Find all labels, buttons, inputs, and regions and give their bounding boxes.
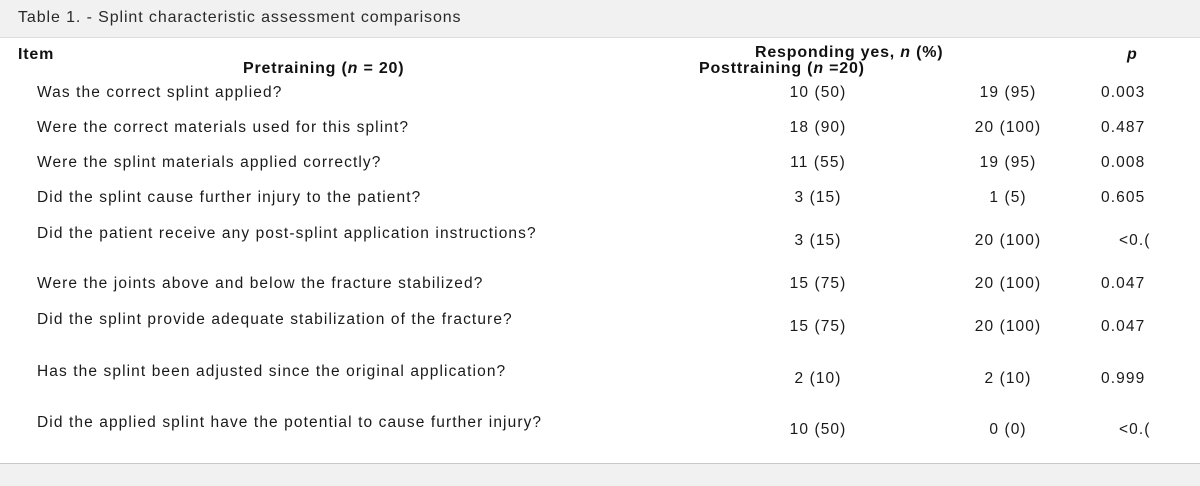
header-posttraining: Posttraining (n =20)	[699, 60, 865, 77]
header-responding-yes: Responding yes, n (%)	[755, 44, 944, 61]
p-value-cell: 0.047	[1101, 319, 1146, 335]
table-row	[0, 143, 1200, 183]
header-pretraining: Pretraining (n = 20)	[243, 60, 405, 77]
table-row	[0, 221, 1200, 261]
table-row	[0, 359, 1200, 399]
bottom-scrollbar-area	[0, 463, 1200, 486]
p-value-cell: 0.605	[1101, 190, 1146, 206]
table-row	[0, 264, 1200, 304]
p-value-cell: 0.999	[1101, 371, 1146, 387]
table-row	[0, 73, 1200, 113]
table-caption: Table 1. - Splint characteristic assessment comparisons	[18, 9, 462, 26]
question-cell: Did the patient receive any post-splint application instructions?	[37, 225, 537, 242]
p-value-cell: 0.008	[1101, 155, 1146, 171]
posttraining-cell: 19 (95)	[979, 154, 1037, 171]
posttraining-cell: 20 (100)	[974, 232, 1042, 249]
question-cell: Were the correct materials used for this splint?	[37, 119, 410, 136]
pretraining-cell: 10 (50)	[789, 84, 847, 101]
p-value-cell: 0.003	[1101, 85, 1146, 101]
posttraining-cell: 1 (5)	[989, 189, 1027, 206]
question-cell: Did the applied splint have the potential to cause further injury?	[37, 414, 543, 431]
pretraining-cell: 3 (15)	[794, 189, 842, 206]
table-row	[0, 307, 1200, 347]
table	[0, 38, 1200, 463]
question-cell: Did the splint provide adequate stabilization of the fracture?	[37, 311, 513, 328]
posttraining-cell: 20 (100)	[974, 318, 1042, 335]
header-item: Item	[18, 46, 55, 63]
question-cell: Were the splint materials applied correctly?	[37, 154, 382, 171]
posttraining-cell: 20 (100)	[974, 119, 1042, 136]
question-cell: Did the splint cause further injury to the patient?	[37, 189, 422, 206]
pretraining-cell: 2 (10)	[794, 370, 842, 387]
header-p-value: p	[1127, 46, 1138, 63]
p-value-cell: 0.047	[1101, 276, 1146, 292]
pretraining-cell: 10 (50)	[789, 421, 847, 438]
pretraining-cell: 18 (90)	[789, 119, 847, 136]
question-cell: Was the correct splint applied?	[37, 84, 283, 101]
table-caption-bar	[0, 0, 1200, 38]
pretraining-cell: 15 (75)	[789, 318, 847, 335]
p-value-cell: <0.(	[1119, 233, 1151, 249]
pretraining-cell: 11 (55)	[790, 154, 846, 171]
pretraining-cell: 15 (75)	[789, 275, 847, 292]
posttraining-cell: 20 (100)	[974, 275, 1042, 292]
pretraining-cell: 3 (15)	[794, 232, 842, 249]
p-value-cell: 0.487	[1101, 120, 1146, 136]
table-row	[0, 178, 1200, 218]
posttraining-cell: 0 (0)	[989, 421, 1027, 438]
question-cell: Were the joints above and below the fracture stabilized?	[37, 275, 484, 292]
table-row	[0, 108, 1200, 148]
p-value-cell: <0.(	[1119, 422, 1151, 438]
table-row	[0, 410, 1200, 450]
posttraining-cell: 19 (95)	[979, 84, 1037, 101]
posttraining-cell: 2 (10)	[984, 370, 1032, 387]
question-cell: Has the splint been adjusted since the original application?	[37, 363, 507, 380]
